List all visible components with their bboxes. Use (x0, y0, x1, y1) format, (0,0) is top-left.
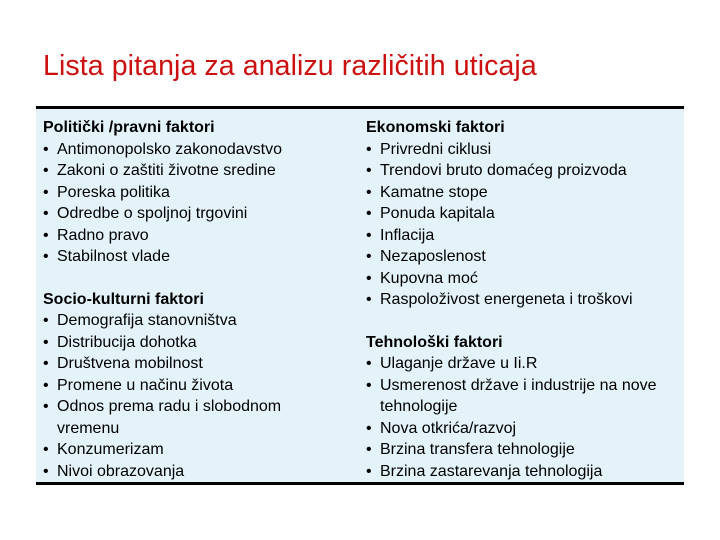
list-item: • Brzina transfera tehnologije (366, 439, 678, 461)
list-item: • Kupovna moć (366, 268, 678, 290)
section-technological (366, 332, 678, 483)
list-item: • Nivoi obrazovanja (43, 461, 353, 483)
bullet-icon: • (366, 376, 372, 394)
bullet-icon: • (366, 140, 372, 158)
list-item: • Zakoni o zaštiti životne sredine (43, 160, 353, 182)
slide-title: Lista pitanja za analizu različitih uticaja (43, 50, 537, 82)
bullet-icon: • (43, 398, 49, 415)
bullet-icon: • (366, 205, 372, 222)
list-item: • Trendovi bruto domaćeg proizvoda (366, 160, 678, 182)
bullet-icon: • (43, 140, 49, 158)
bullet-icon: • (43, 248, 49, 265)
list-item: • Radno pravo (43, 225, 353, 247)
section-heading: Socio-kulturni faktori (43, 290, 204, 308)
list-item: • Inflacija (366, 225, 678, 247)
list-item: • Nezaposlenost (366, 246, 678, 268)
section-economic (366, 117, 678, 311)
bullet-icon: • (366, 162, 372, 179)
bullet-icon: • (366, 462, 372, 480)
list-item: • Raspoloživost energeneta i troškovi (366, 289, 678, 311)
list-item: • Odredbe o spoljnoj trgovini (43, 203, 353, 225)
list-item: • Društvena mobilnost (43, 353, 353, 375)
right-column (366, 117, 678, 503)
section-heading: Tehnološki faktori (366, 333, 503, 351)
section-political-legal (43, 117, 353, 268)
bullet-icon: • (43, 376, 49, 394)
bullet-icon: • (43, 333, 49, 351)
list-item: • Demografija stanovništva (43, 310, 353, 332)
bullet-icon: • (366, 226, 372, 244)
bullet-icon: • (366, 419, 372, 437)
section-heading: Ekonomski faktori (366, 119, 505, 136)
list-item: • Konzumerizam (43, 439, 353, 461)
list-item: • Brzina zastarevanja tehnologija (366, 461, 678, 483)
bullet-icon: • (43, 441, 49, 458)
list-item: • Poreska politika (43, 182, 353, 204)
factor-list (43, 310, 353, 482)
bullet-icon: • (43, 226, 49, 244)
list-item: • Distribucija dohotka (43, 332, 353, 354)
list-item: • Usmerenost države i industrije na nove tehnologije (366, 376, 657, 415)
bullet-icon: • (366, 355, 372, 372)
left-column (43, 117, 353, 503)
list-item: • Antimonopolsko zakonodavstvo (43, 139, 353, 161)
list-item: • Ulaganje države u Ii.R (366, 353, 678, 375)
bullet-icon: • (366, 291, 372, 308)
list-item: • Promene u načinu života (43, 375, 353, 397)
bullet-icon: • (43, 462, 49, 480)
list-item: • Ponuda kapitala (366, 203, 678, 225)
list-item: • Kamatne stope (366, 182, 678, 204)
bullet-icon: • (366, 183, 372, 201)
section-heading: Politički /pravni faktori (43, 119, 215, 136)
bullet-icon: • (366, 269, 372, 287)
factors-table (36, 106, 684, 485)
bullet-icon: • (43, 162, 49, 179)
factor-list (366, 353, 678, 482)
list-item: • Privredni ciklusi (366, 139, 678, 161)
bullet-icon: • (43, 355, 49, 372)
factor-list (366, 139, 678, 311)
bullet-icon: • (43, 183, 49, 201)
bullet-icon: • (43, 205, 49, 222)
list-item: • Nova otkrića/razvoj (366, 418, 678, 440)
bullet-icon: • (366, 441, 372, 458)
bullet-icon: • (43, 312, 49, 329)
bullet-icon: • (366, 248, 372, 265)
factor-list (43, 139, 353, 268)
section-socio-cultural (43, 289, 353, 483)
list-item: • Odnos prema radu i slobodnom vremenu (43, 398, 282, 437)
list-item: • Stabilnost vlade (43, 246, 353, 268)
